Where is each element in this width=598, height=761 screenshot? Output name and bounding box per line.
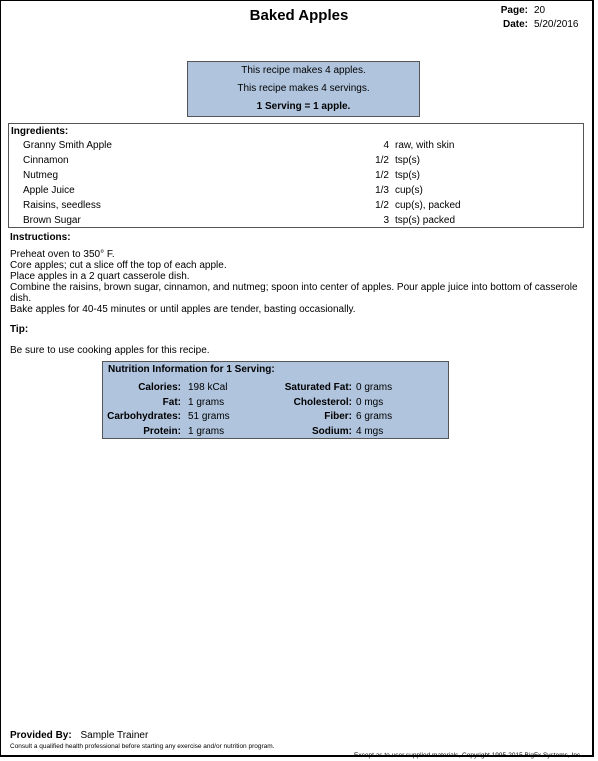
ingredient-qty: 4 <box>383 140 389 151</box>
ingredient-qty: 1/2 <box>375 155 389 166</box>
nutrition-heading: Nutrition Information for 1 Serving: <box>108 364 275 375</box>
nutrient-value: 0 mgs <box>356 397 384 408</box>
nutrient-value: 1 grams <box>188 397 225 408</box>
nutrient-value: 0 grams <box>356 382 393 393</box>
nutrient-label: Cholesterol: <box>293 397 352 408</box>
ingredient-qty: 1/2 <box>375 170 389 181</box>
ingredient-row <box>9 170 583 185</box>
ingredient-unit: cup(s) <box>395 185 423 196</box>
date-label: Date: <box>502 19 528 30</box>
ingredient-qty: 1/3 <box>375 185 389 196</box>
nutrient-label: Fat: <box>162 397 181 408</box>
nutrition-row <box>103 426 448 441</box>
nutrition-row <box>103 411 448 426</box>
instruction-line: Bake apples for 40-45 minutes or until apples are tender, basting occasionally. <box>10 304 356 315</box>
provided-value: Sample Trainer <box>80 730 149 741</box>
nutrient-label: Fiber: <box>324 411 352 422</box>
ingredient-unit: tsp(s) <box>395 155 420 166</box>
tip-text: Be sure to use cooking apples for this recipe. <box>10 345 210 356</box>
yield-apples: This recipe makes 4 apples. <box>241 65 366 76</box>
instructions-heading: Instructions: <box>10 232 71 243</box>
ingredients-box <box>8 123 584 228</box>
yield-box <box>187 61 420 117</box>
nutrient-value: 4 mgs <box>356 426 384 437</box>
ingredient-unit: cup(s), packed <box>395 200 461 211</box>
ingredient-name: Apple Juice <box>23 185 75 196</box>
ingredient-name: Brown Sugar <box>23 215 81 226</box>
instruction-line: Combine the raisins, brown sugar, cinnamon, and nutmeg; spoon into center of apples. Pour apple juice into bottom of casserole dish. <box>10 282 578 304</box>
page-number: 20 <box>534 5 546 16</box>
nutrition-row <box>103 397 448 412</box>
ingredient-row <box>9 185 583 200</box>
ingredient-qty: 1/2 <box>375 200 389 211</box>
nutrient-value: 6 grams <box>356 411 393 422</box>
ingredient-name: Raisins, seedless <box>23 200 101 211</box>
provided-label: Provided By: <box>10 730 72 741</box>
copyright-notice: Except as to user supplied materials, Copyright 1995-2015 BigFx Systems, Inc. <box>354 752 582 759</box>
page-label: Page: <box>500 5 528 16</box>
ingredient-name: Cinnamon <box>23 155 69 166</box>
serving-size: 1 Serving = 1 apple. <box>256 101 351 112</box>
ingredient-row <box>9 200 583 215</box>
ingredient-row <box>9 140 583 155</box>
instructions-text <box>10 249 586 315</box>
ingredient-unit: tsp(s) packed <box>395 215 456 226</box>
tip-heading: Tip: <box>10 324 29 335</box>
consult-disclaimer: Consult a qualified health professional before starting any exercise and/or nutrition program. <box>10 743 275 750</box>
recipe-title: Baked Apples <box>249 7 349 24</box>
instruction-line: Place apples in a 2 quart casserole dish. <box>10 271 190 282</box>
nutrition-row <box>103 382 448 397</box>
ingredient-unit: tsp(s) <box>395 170 420 181</box>
nutrient-value: 198 kCal <box>188 382 228 393</box>
ingredient-name: Granny Smith Apple <box>23 140 112 151</box>
ingredient-unit: raw, with skin <box>395 140 455 151</box>
nutrient-value: 51 grams <box>188 411 230 422</box>
nutrient-label: Calories: <box>138 382 181 393</box>
instruction-line: Preheat oven to 350° F. <box>10 249 115 260</box>
nutrient-label: Sodium: <box>312 426 352 437</box>
instruction-line: Core apples; cut a slice off the top of each apple. <box>10 260 227 271</box>
provided-by <box>10 730 148 741</box>
nutrition-box <box>102 361 449 439</box>
ingredient-name: Nutmeg <box>23 170 59 181</box>
nutrient-label: Saturated Fat: <box>284 382 352 393</box>
nutrient-value: 1 grams <box>188 426 225 437</box>
yield-servings: This recipe makes 4 servings. <box>237 83 370 94</box>
ingredient-qty: 3 <box>383 215 389 226</box>
nutrient-label: Carbohydrates: <box>107 411 181 422</box>
ingredient-row <box>9 215 583 230</box>
nutrient-label: Protein: <box>143 426 181 437</box>
ingredients-heading: Ingredients: <box>11 126 69 137</box>
ingredient-row <box>9 155 583 170</box>
page-meta <box>498 5 579 33</box>
date-value: 5/20/2016 <box>534 19 579 30</box>
